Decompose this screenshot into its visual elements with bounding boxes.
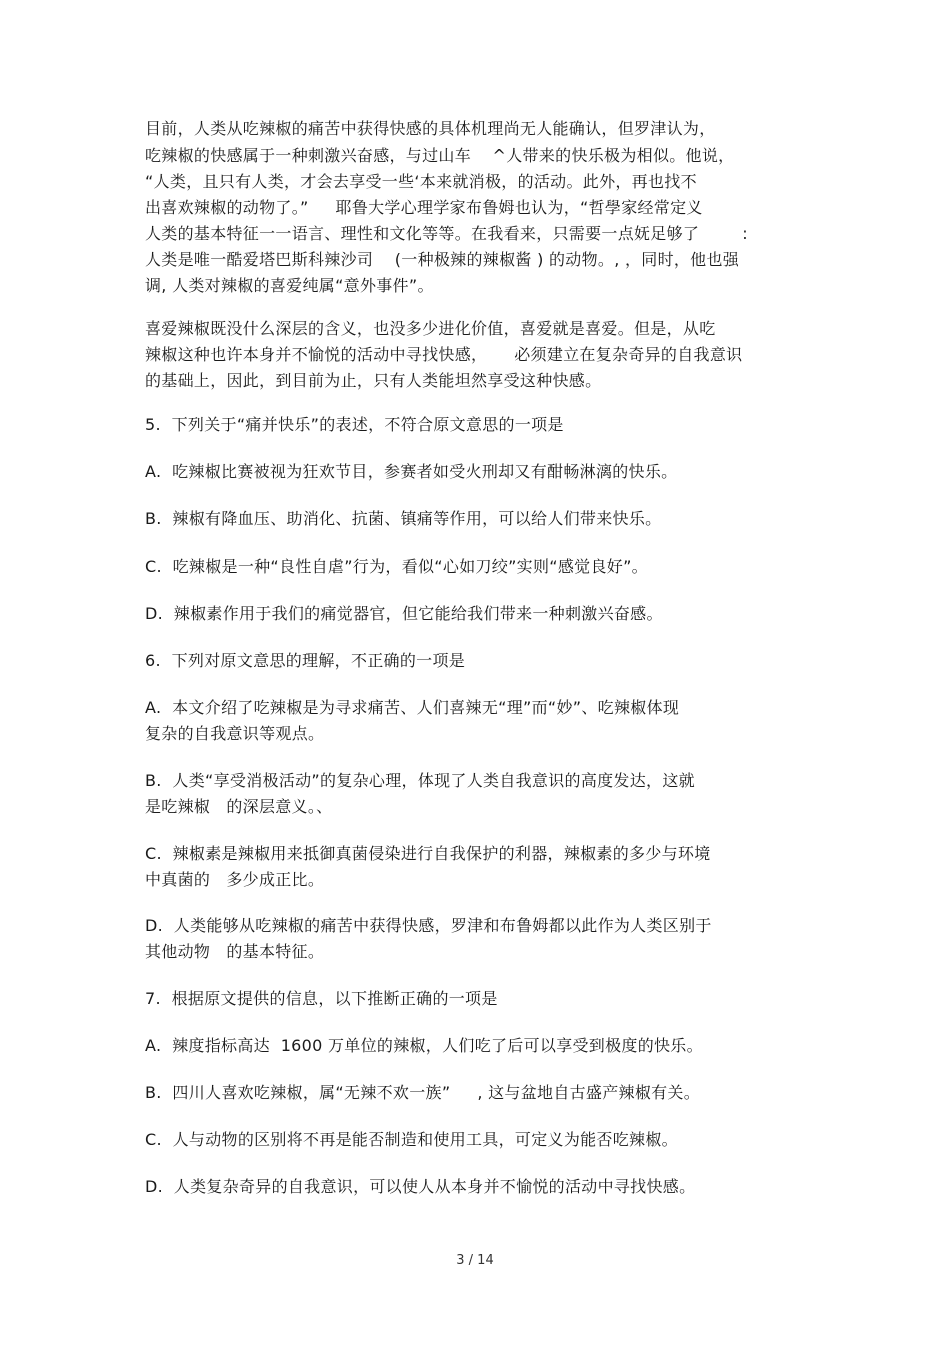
text-line: 吃辣椒的快感属于一种刺激兴奋感，与过山车 ^人带来的快乐极为相似。他说， [145, 146, 735, 165]
text-line: 人类的基本特征一一语言、理性和文化等等。在我看来，只需要一点妩足够了 : [145, 224, 748, 243]
option-d: D. 人类复杂奇异的自我意识，可以使人从本身并不愉悦的活动中寻找快感。 [145, 1177, 696, 1196]
page-number: 3 / 14 [456, 1253, 494, 1268]
option-b: B. 四川人喜欢吃辣椒，属“无辣不欢一族” , 这与盆地自古盛产辣椒有关。 [145, 1083, 701, 1102]
question-stem: 7. 根据原文提供的信息，以下推断正确的一项是 [145, 989, 498, 1008]
option-b: B. 人类“享受消极活动”的复杂心理，体现了人类自我意识的高度发达，这就 [145, 771, 695, 790]
option-d: D. 辣椒素作用于我们的痛觉器官，但它能给我们带来一种刺激兴奋感。 [145, 604, 663, 623]
option-c: C. 吃辣椒是一种“良性自虐”行为，看似“心如刀绞”实则“感觉良好”。 [145, 557, 648, 576]
option-a: A. 本文介绍了吃辣椒是为寻求痛苦、人们喜辣无“理”而“妙”、吃辣椒体现 [145, 698, 680, 717]
text-line: 辣椒这种也许本身并不愉悦的活动中寻找快感， 必须建立在复杂奇异的自我意识 [145, 345, 743, 364]
text-line: 的基础上，因此，到目前为止，只有人类能坦然享受这种快感。 [145, 371, 602, 390]
question-stem: 6. 下列对原文意思的理解，不正确的一项是 [145, 651, 466, 670]
option-a: A. 辣度指标高达 1600 万单位的辣椒，人们吃了后可以享受到极度的快乐。 [145, 1036, 703, 1055]
option-a-continued: 复杂的自我意识等观点。 [145, 724, 325, 743]
question-stem: 5. 下列关于“痛并快乐”的表述，不符合原文意思的一项是 [145, 415, 564, 434]
option-d-continued: 其他动物 的基本特征。 [145, 942, 325, 961]
text-line: 喜爱辣椒既没什么深层的含义，也没多少进化价值，喜爱就是喜爱。但是，从吃 [145, 319, 716, 338]
text-line: 目前，人类从吃辣椒的痛苦中获得快感的具体机理尚无人能确认，但罗津认为， [145, 119, 716, 138]
option-b-continued: 是吃辣椒 的深层意义。、 [145, 797, 333, 816]
option-a: A. 吃辣椒比赛被视为狂欢节目，参赛者如受火刑却又有酣畅淋漓的快乐。 [145, 462, 678, 481]
text-line: “人类，且只有人类，才会去享受一些‘本来就消极，的活动。此外，再也找不 [145, 172, 697, 191]
option-c: C. 人与动物的区别将不再是能否制造和使用工具，可定义为能否吃辣椒。 [145, 1130, 678, 1149]
option-d: D. 人类能够从吃辣椒的痛苦中获得快感，罗津和布鲁姆都以此作为人类区别于 [145, 916, 712, 935]
option-c: C. 辣椒素是辣椒用来抵御真菌侵染进行自我保护的利器，辣椒素的多少与环境 [145, 844, 711, 863]
option-c-continued: 中真菌的 多少成正比。 [145, 870, 325, 889]
option-b: B. 辣椒有降血压、助消化、抗菌、镇痛等作用，可以给人们带来快乐。 [145, 509, 662, 528]
text-line: 出喜欢辣椒的动物了。” 耶鲁大学心理学家布鲁姆也认为，“哲學家经常定义 [145, 198, 703, 217]
text-line: 人类是唯一酷爱塔巴斯科辣沙司 (一种极辣的辣椒酱 ) 的动物。, ，同时，他也强 [145, 250, 740, 269]
text-line: 调, 人类对辣椒的喜爱纯属“意外事件”。 [145, 276, 434, 295]
